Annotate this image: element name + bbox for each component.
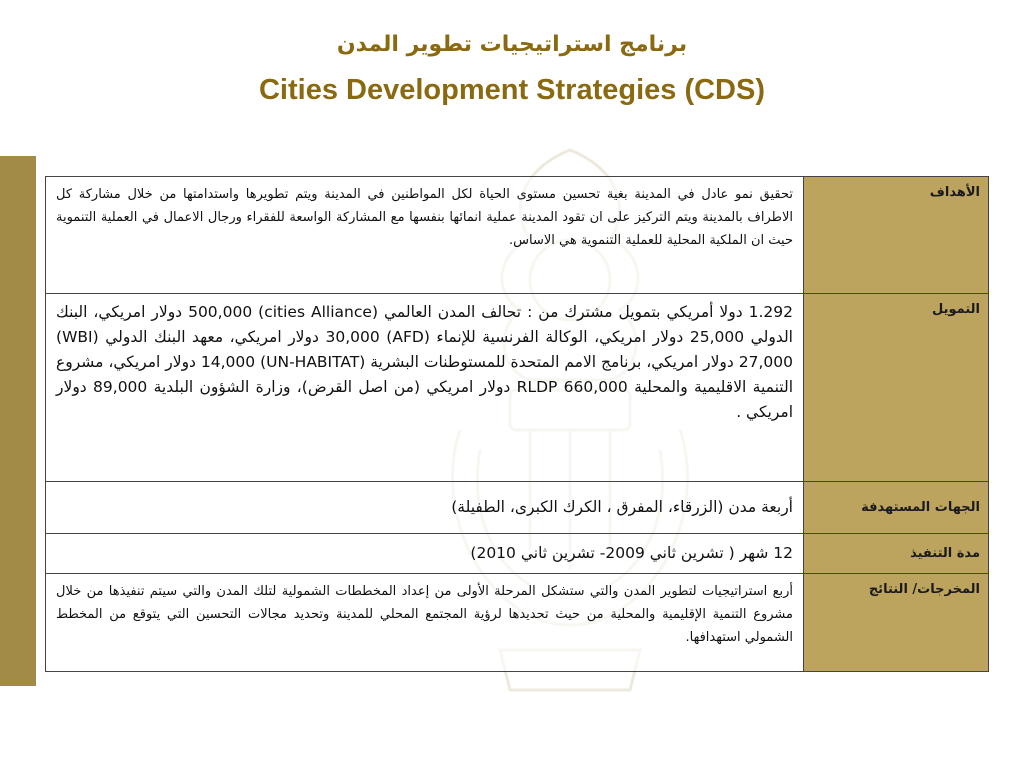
row-label-duration: مدة التنفيذ bbox=[804, 534, 989, 574]
page-title-arabic: برنامج استراتيجيات تطوير المدن bbox=[336, 32, 688, 57]
row-label-funding: التمويل bbox=[804, 294, 989, 482]
table-row-targets bbox=[46, 482, 989, 534]
row-content-objectives: تحقيق نمو عادل في المدينة بغية تحسين مستوى الحياة لكل المواطنين في المدينة ويتم تطويرها واستدامتها من خلال مشاركة كل الاطراف بالمدينة ويتم التركيز على ان تقود المدينة عملية انمائها بنفسها مع المشاركة الواسعة للفقراء ورجال الاعمال في العملية التنموية حيث ان الملكية المحلية للعملية التنموية هي الاساس. bbox=[46, 177, 804, 294]
row-label-outputs: المخرجات/ النتائج bbox=[804, 574, 989, 672]
table-row-outputs bbox=[46, 574, 989, 672]
row-label-objectives: الأهداف bbox=[804, 177, 989, 294]
row-content-outputs: أربع استراتيجيات لتطوير المدن والتي ستشكل المرحلة الأولى من إعداد المخططات الشمولية لتلك المدن والتي سيتم تنفيذها من خلال مشروع التنمية الإقليمية والمحلية من حيث تحديدها لرؤية المجتمع المحلي للمدينة وتحديد مجالات التحسين التي يتوقع من المخطط الشمولي استهدافها. bbox=[46, 574, 804, 672]
row-label-targets: الجهات المستهدفة bbox=[804, 482, 989, 534]
table-row-objectives bbox=[46, 177, 989, 294]
row-content-duration: 12 شهر ( تشرين ثاني 2009- تشرين ثاني 2010) bbox=[46, 534, 804, 574]
table-row-funding bbox=[46, 294, 989, 482]
row-content-funding: 1.292 دولا أمريكي بتمويل مشترك من : تحالف المدن العالمي (cities Alliance) 500,000 دولار امريكي، البنك الدولي 25,000 دولار امريكي، الوكالة الفرنسية للإنماء (AFD) 30,000 دولار امريكي، معهد البنك الدولي (WBI) 27,000 دولار امريكي، برنامج الامم المتحدة للمستوطنات البشرية (UN-HABITAT) 14,000 دولار امريكي، مشروع التنمية الاقليمية والمحلية RLDP 660,000 دولار امريكي (من اصل القرض)، وزارة الشؤون البلدية 89,000 دولار امريكي . bbox=[46, 294, 804, 482]
table-row-duration bbox=[46, 534, 989, 574]
row-content-targets: أربعة مدن (الزرقاء، المفرق ، الكرك الكبرى، الطفيلة) bbox=[46, 482, 804, 534]
page-title-english: Cities Development Strategies (CDS) bbox=[258, 74, 765, 106]
decorative-side-bar bbox=[0, 156, 36, 686]
cds-info-table bbox=[45, 176, 989, 672]
